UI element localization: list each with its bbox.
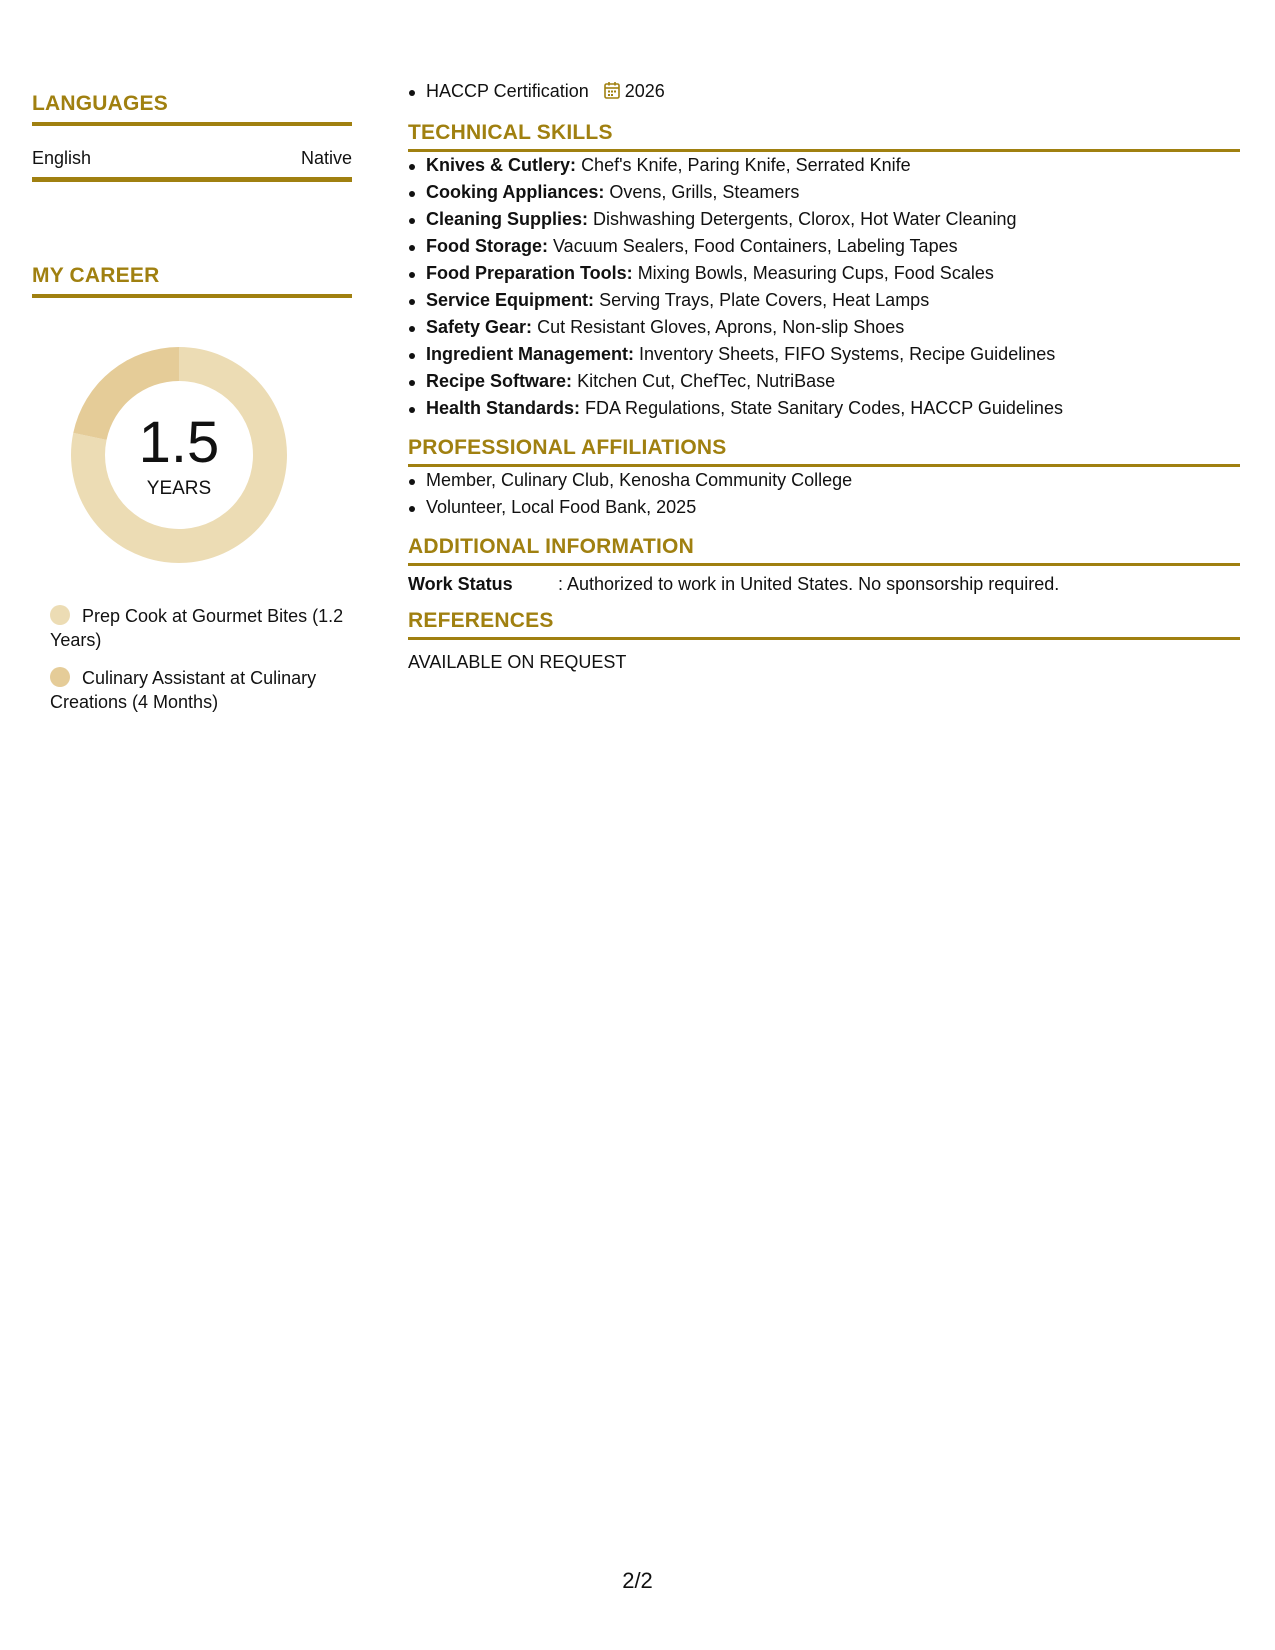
skill-label: Health Standards:	[426, 398, 581, 418]
skill-label: Safety Gear:	[426, 317, 533, 337]
language-level: Native	[300, 148, 352, 168]
list-item	[408, 179, 1240, 206]
language-name: English	[32, 148, 92, 168]
list-item: Volunteer, Local Food Bank, 2025	[408, 494, 1240, 521]
work-status-value: : Authorized to work in United States. No sponsorship required.	[558, 574, 1060, 594]
legend-item	[50, 604, 352, 652]
list-item	[408, 78, 1240, 107]
references-title: REFERENCES	[408, 609, 1240, 640]
skill-value: Mixing Bowls, Measuring Cups, Food Scales	[637, 263, 994, 283]
skill-value: Serving Trays, Plate Covers, Heat Lamps	[599, 290, 930, 310]
skill-value: Cut Resistant Gloves, Aprons, Non-slip Shoes	[537, 317, 905, 337]
calendar-icon	[604, 80, 620, 107]
certification-name: HACCP Certification	[426, 81, 589, 101]
certification-list	[408, 78, 1240, 107]
career-title: MY CAREER	[32, 264, 352, 298]
legend-dot-prep-cook	[50, 605, 70, 625]
languages-title: LANGUAGES	[32, 92, 352, 126]
list-item	[408, 206, 1240, 233]
work-status-row	[408, 574, 1240, 595]
legend-label: Culinary Assistant at Culinary Creations (4 Months)	[50, 668, 317, 712]
skill-value: Ovens, Grills, Steamers	[609, 182, 800, 202]
work-status-label: Work Status	[408, 574, 513, 594]
skill-label: Food Preparation Tools:	[426, 263, 633, 283]
list-item	[408, 395, 1240, 422]
technical-skills-list	[408, 152, 1240, 422]
career-years-unit: YEARS	[146, 478, 212, 499]
page-number: 2/2	[622, 1568, 653, 1593]
affiliations-title: PROFESSIONAL AFFILIATIONS	[408, 436, 1240, 467]
career-legend	[50, 604, 352, 714]
legend-item	[50, 666, 352, 714]
skill-label: Knives & Cutlery:	[426, 155, 577, 175]
legend-label: Prep Cook at Gourmet Bites (1.2 Years)	[50, 606, 344, 650]
additional-info-title: ADDITIONAL INFORMATION	[408, 535, 1240, 566]
list-item: Member, Culinary Club, Kenosha Community College	[408, 467, 1240, 494]
list-item	[408, 152, 1240, 179]
career-total-years: 1.5	[138, 410, 220, 475]
right-column	[408, 78, 1240, 673]
skill-label: Food Storage:	[426, 236, 548, 256]
skill-value: FDA Regulations, State Sanitary Codes, HACCP Guidelines	[585, 398, 1063, 418]
list-item	[408, 368, 1240, 395]
references-text: AVAILABLE ON REQUEST	[408, 652, 627, 672]
left-column	[32, 92, 352, 728]
list-item	[408, 260, 1240, 287]
skill-label: Cooking Appliances:	[426, 182, 605, 202]
list-item	[408, 233, 1240, 260]
skill-value: Dishwashing Detergents, Clorox, Hot Water Cleaning	[593, 209, 1017, 229]
legend-dot-culinary-assistant	[50, 667, 70, 687]
skill-value: Kitchen Cut, ChefTec, NutriBase	[577, 371, 836, 391]
skill-label: Recipe Software:	[426, 371, 573, 391]
list-item	[408, 341, 1240, 368]
certification-date	[604, 81, 665, 101]
language-row	[32, 126, 352, 182]
skill-label: Ingredient Management:	[426, 344, 635, 364]
list-item	[408, 314, 1240, 341]
affiliations-list	[408, 467, 1240, 521]
career-donut-chart	[66, 342, 292, 568]
skill-value: Chef's Knife, Paring Knife, Serrated Knife	[581, 155, 911, 175]
skill-value: Inventory Sheets, FIFO Systems, Recipe Guidelines	[639, 344, 1056, 364]
skill-label: Cleaning Supplies:	[426, 209, 589, 229]
skill-value: Vacuum Sealers, Food Containers, Labeling Tapes	[553, 236, 958, 256]
technical-skills-title: TECHNICAL SKILLS	[408, 121, 1240, 152]
list-item	[408, 287, 1240, 314]
certification-year: 2026	[624, 81, 665, 101]
skill-label: Service Equipment:	[426, 290, 595, 310]
